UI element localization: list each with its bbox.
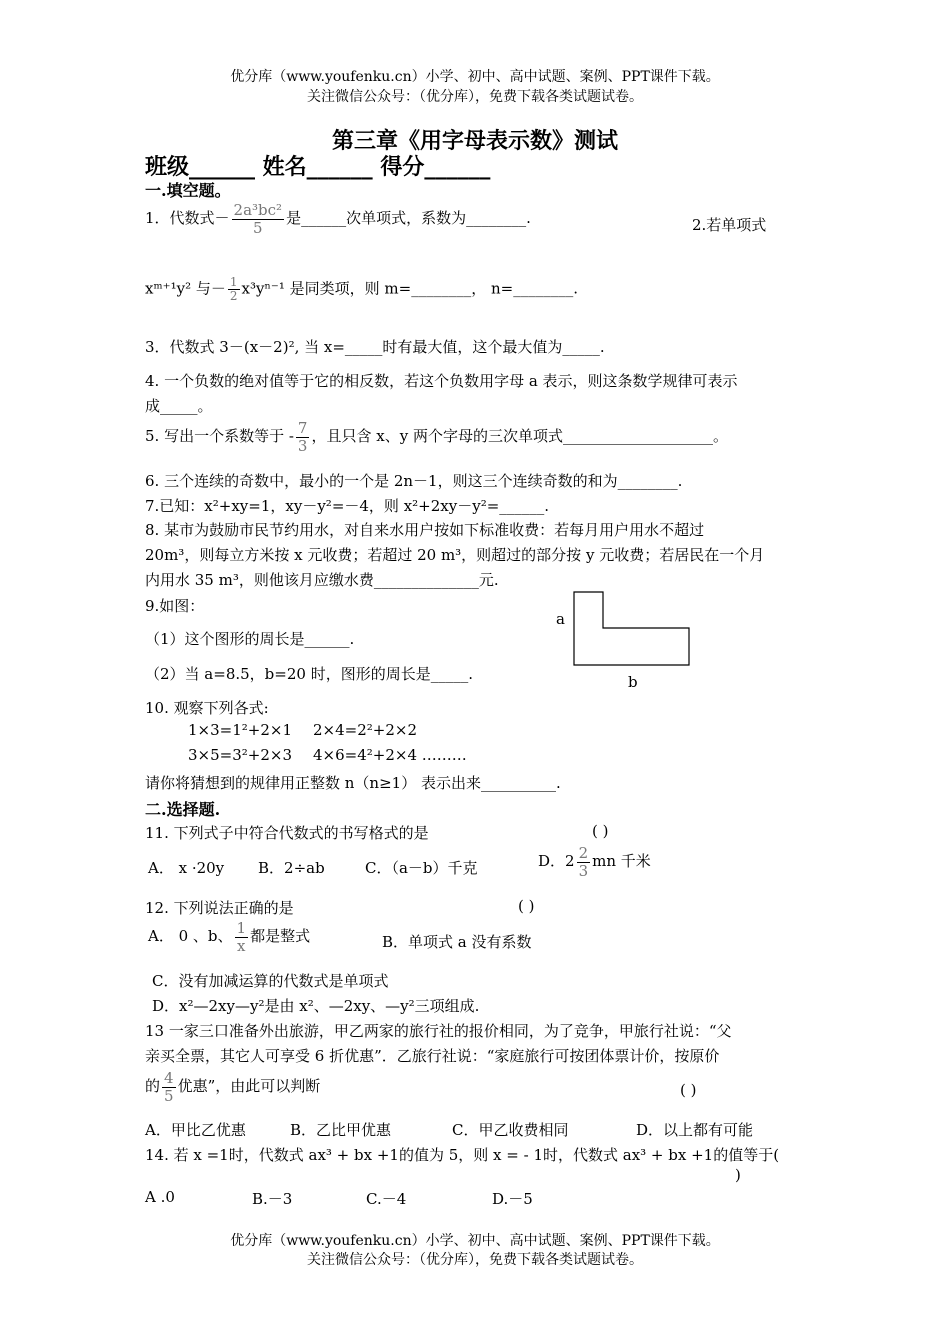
q10-row1-col1: 1×3=1²+2×1: [188, 721, 293, 739]
q11-answer-bracket: ( ): [592, 822, 609, 840]
q14-close-bracket: ): [735, 1166, 741, 1184]
q5-denominator: 3: [297, 436, 308, 455]
question-2-start: 2.若单项式: [692, 216, 767, 234]
q14-option-c: C.－4: [366, 1190, 407, 1208]
question-10-ask: 请你将猜想到的规律用正整数 n（n≥1） 表示出来__________.: [145, 774, 561, 792]
q5-numerator: 7: [297, 419, 308, 437]
q11-d-prefix: D．2: [538, 852, 575, 870]
q1-suffix: 是______次单项式，系数为________.: [286, 209, 531, 227]
q14-option-b: B.－3: [252, 1190, 293, 1208]
q12-a-prefix: A． 0 、b、: [148, 927, 233, 945]
q12-option-d: D．x²—2xy—y²是由 x²、—2xy、—y²三项组成.: [152, 997, 480, 1015]
question-13-line-3: [145, 1070, 320, 1104]
q13-option-d: D．以上都有可能: [636, 1121, 754, 1139]
q11-option-c: C．（a－b）千克: [365, 859, 478, 877]
q2-suffix: x³yⁿ⁻¹ 是同类项，则 m=________， n=________.: [241, 279, 578, 298]
q1-prefix: 1．代数式－: [145, 209, 230, 227]
header-line-2: 关注微信公众号：（优分库），免费下载各类试题试卷。: [307, 89, 643, 105]
question-9-part-1: （1）这个图形的周长是______.: [145, 630, 355, 648]
q10-row2-col2: 4×6=4²+2×4 ………: [313, 746, 467, 764]
q2-prefix: xᵐ⁺¹y² 与－: [145, 279, 226, 298]
page-title: 第三章《用字母表示数》测试: [331, 128, 618, 154]
q13-option-a: A．甲比乙优惠: [145, 1121, 246, 1139]
l-shape-outline: [574, 592, 689, 665]
q13-option-c: C．甲乙收费相同: [452, 1121, 569, 1139]
q14-option-a: A .0: [145, 1188, 175, 1206]
student-info: 班级______ 姓名______ 得分______: [145, 154, 491, 180]
q5-suffix: ，且只含 x、y 两个字母的三次单项式____________________。: [311, 427, 728, 445]
question-14: 14. 若 x =1时，代数式 ax³ + bx +1的值为 5，则 x = - 1时，代数式 ax³ + bx +1的值等于(: [145, 1146, 780, 1164]
q2-denominator: 2: [229, 289, 238, 304]
q13-option-b: B．乙比甲优惠: [290, 1121, 392, 1139]
q10-row1-col2: 2×4=2²+2×2: [313, 721, 418, 739]
q11-d-denominator: 3: [578, 861, 589, 880]
question-12: 12. 下列说法正确的是: [145, 899, 294, 917]
l-shape-figure: [570, 590, 695, 670]
question-13-line-2: 亲买全票，其它人可享受 6 折优惠”．乙旅行社说：“家庭旅行可按团体票计价，按原价: [145, 1047, 720, 1065]
q12-a-denominator: x: [237, 936, 246, 955]
question-10: 10. 观察下列各式:: [145, 699, 269, 717]
q12-a-numerator: 1: [236, 919, 247, 937]
question-8-line-3: 内用水 35 m³，则他该月应缴水费______________元.: [145, 571, 499, 589]
q13-suffix: 优惠”，由此可以判断: [177, 1077, 321, 1095]
q13-answer-bracket: ( ): [680, 1081, 697, 1099]
question-4-line-1: 4. 一个负数的绝对值等于它的相反数，若这个负数用字母 a 表示，则这条数学规律可表示: [145, 372, 738, 390]
q11-option-a: A． x ·20y: [148, 859, 225, 877]
question-4-line-2: 成_____。: [145, 397, 213, 415]
q13-numerator: 4: [164, 1069, 174, 1087]
q11-option-d: [538, 845, 651, 879]
q12-a-suffix: 都是整式: [250, 927, 311, 945]
question-8-line-2: 20m³，则每立方米按 x 元收费；若超过 20 m³，则超过的部分按 y 元收费；若居民在一个月: [145, 546, 765, 564]
question-7: 7.已知：x²+xy=1，xy－y²=－4，则 x²+2xy－y²=______.: [145, 497, 550, 515]
footer-line-1: 优分库（www.youfenku.cn）小学、初中、高中试题、案例、PPT课件下载。: [230, 1233, 720, 1249]
figure-label-a: a: [556, 610, 565, 628]
q10-row2-col1: 3×5=3²+2×3: [188, 746, 293, 764]
q13-denominator: 5: [164, 1086, 174, 1105]
q11-d-numerator: 2: [578, 844, 589, 862]
q1-numerator: 2a³bc²: [233, 201, 283, 219]
q5-prefix: 5. 写出一个系数等于 -: [145, 427, 294, 445]
question-9: 9.如图：: [145, 597, 205, 615]
q1-denominator: 5: [253, 218, 263, 237]
question-9-part-2: （2）当 a=8.5，b=20 时，图形的周长是_____.: [145, 665, 473, 683]
q14-option-d: D.－5: [492, 1190, 533, 1208]
question-8-line-1: 8. 某市为鼓励市民节约用水，对自来水用户按如下标准收费：若每月用户用水不超过: [145, 521, 705, 539]
q11-d-suffix: mn 千米: [592, 852, 651, 870]
question-3: 3．代数式 3－(x－2)², 当 x=_____时有最大值，这个最大值为_____.: [145, 338, 605, 356]
section-choice: 二.选择题.: [145, 800, 221, 819]
q13-prefix: 的: [145, 1077, 161, 1095]
q12-option-b: B．单项式 a 没有系数: [382, 933, 532, 951]
footer-line-2: 关注微信公众号：（优分库），免费下载各类试题试卷。: [307, 1252, 643, 1268]
question-2: [145, 276, 578, 303]
q2-numerator: 1: [229, 275, 238, 289]
header-line-1: 优分库（www.youfenku.cn）小学、初中、高中试题、案例、PPT课件下载。: [230, 69, 720, 85]
section-fill-blank: 一.填空题。: [145, 181, 231, 200]
question-6: 6. 三个连续的奇数中，最小的一个是 2n－1，则这三个连续奇数的和为________.: [145, 472, 683, 490]
q12-answer-bracket: ( ): [518, 897, 535, 915]
figure-label-b: b: [628, 673, 638, 691]
question-1: [145, 202, 531, 236]
q11-option-b: B．2÷ab: [258, 859, 325, 877]
q12-option-c: C．没有加减运算的代数式是单项式: [152, 972, 389, 990]
question-5: [145, 420, 728, 454]
question-11: 11. 下列式子中符合代数式的书写格式的是: [145, 824, 429, 842]
q12-option-a: [148, 920, 310, 954]
question-13-line-1: 13 一家三口准备外出旅游，甲乙两家的旅行社的报价相同，为了竞争，甲旅行社说：“父: [145, 1022, 732, 1040]
